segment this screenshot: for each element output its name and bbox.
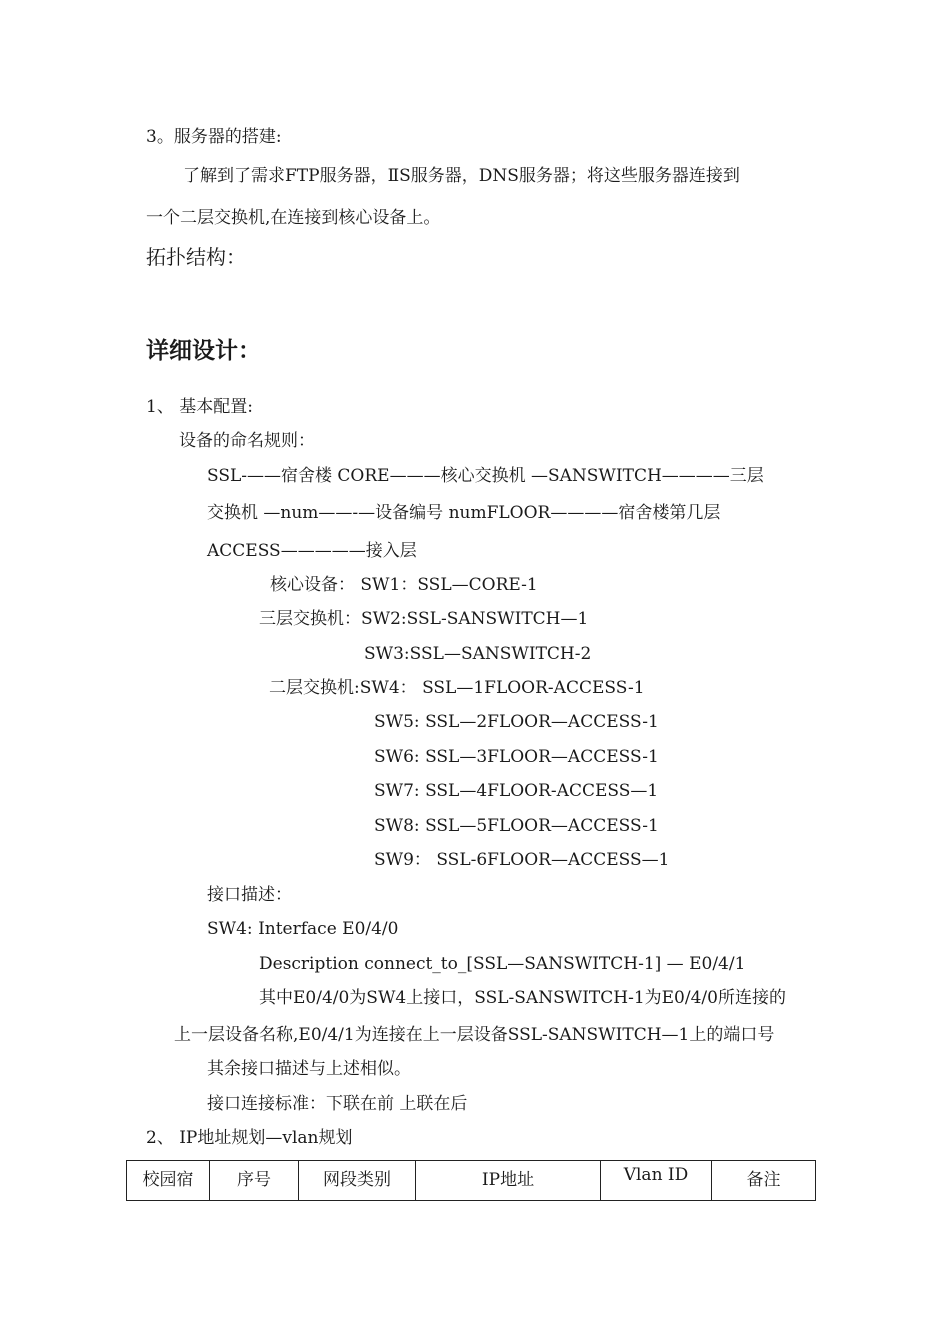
l3-switch-sw3-line: SW3:SSL—SANSWITCH-2 [364, 644, 592, 664]
topology-label: 拓扑结构： [146, 245, 246, 269]
naming-rule-line1: SSL-——宿舍楼 CORE———核心交换机 —SANSWITCH————三层 [207, 466, 764, 486]
table-header-row [127, 1161, 816, 1201]
core-device-line: 核心设备： SW1：SSL—CORE-1 [270, 575, 538, 595]
similar-note: 其余接口描述与上述相似。 [207, 1059, 411, 1079]
table-header-cell: 校园宿 [127, 1161, 210, 1201]
section3-title: 3。服务器的搭建: [146, 127, 282, 147]
table-header-cell: 备注 [712, 1161, 816, 1201]
ip-vlan-table [126, 1160, 816, 1201]
sw8-line: SW8: SSL—5FLOOR—ACCESS-1 [374, 816, 659, 836]
interface-desc-title: 接口描述： [207, 885, 292, 905]
sw6-line: SW6: SSL—3FLOOR—ACCESS-1 [374, 747, 659, 767]
ip-plan-title: 2、 IP地址规划—vlan规划 [146, 1128, 353, 1148]
table-header-cell: Vlan ID [601, 1161, 712, 1201]
explain-line2: 上一层设备名称,E0/4/1为连接在上一层设备SSL-SANSWITCH—1上的端口号 [174, 1025, 775, 1045]
section3-paragraph-line2: 一个二层交换机,在连接到核心设备上。 [146, 208, 441, 228]
basic-config-title: 1、 基本配置: [146, 397, 253, 417]
naming-rule-line3: ACCESS—————接入层 [207, 541, 417, 561]
explain-line1: 其中E0/4/0为SW4上接口，SSL-SANSWITCH-1为E0/4/0所连接的 [259, 988, 786, 1008]
sw7-line: SW7: SSL—4FLOOR-ACCESS—1 [374, 781, 659, 801]
naming-rule-title: 设备的命名规则： [179, 431, 315, 451]
table-header-cell: 网段类别 [299, 1161, 416, 1201]
l3-switch-sw2-line: 三层交换机：SW2:SSL-SANSWITCH—1 [259, 609, 589, 629]
l2-switch-sw4-line: 二层交换机:SW4： SSL—1FLOOR-ACCESS-1 [269, 678, 645, 698]
table-header-cell: IP地址 [416, 1161, 601, 1201]
detail-heading: 详细设计： [146, 338, 261, 364]
interface-line: SW4: Interface E0/4/0 [207, 919, 399, 939]
description-line: Description connect_to_[SSL—SANSWITCH-1] — E0/4/1 [259, 954, 746, 974]
naming-rule-line2: 交换机 —num——-—设备编号 numFLOOR————宿舍楼第几层 [207, 503, 721, 523]
connection-standard: 接口连接标准：下联在前 上联在后 [207, 1094, 468, 1114]
section3-paragraph-line1: 了解到了需求FTP服务器，ⅡS服务器，DNS服务器；将这些服务器连接到 [183, 166, 740, 186]
sw5-line: SW5: SSL—2FLOOR—ACCESS-1 [374, 712, 659, 732]
table-header-cell: 序号 [210, 1161, 299, 1201]
sw9-line: SW9： SSL-6FLOOR—ACCESS—1 [374, 850, 670, 870]
